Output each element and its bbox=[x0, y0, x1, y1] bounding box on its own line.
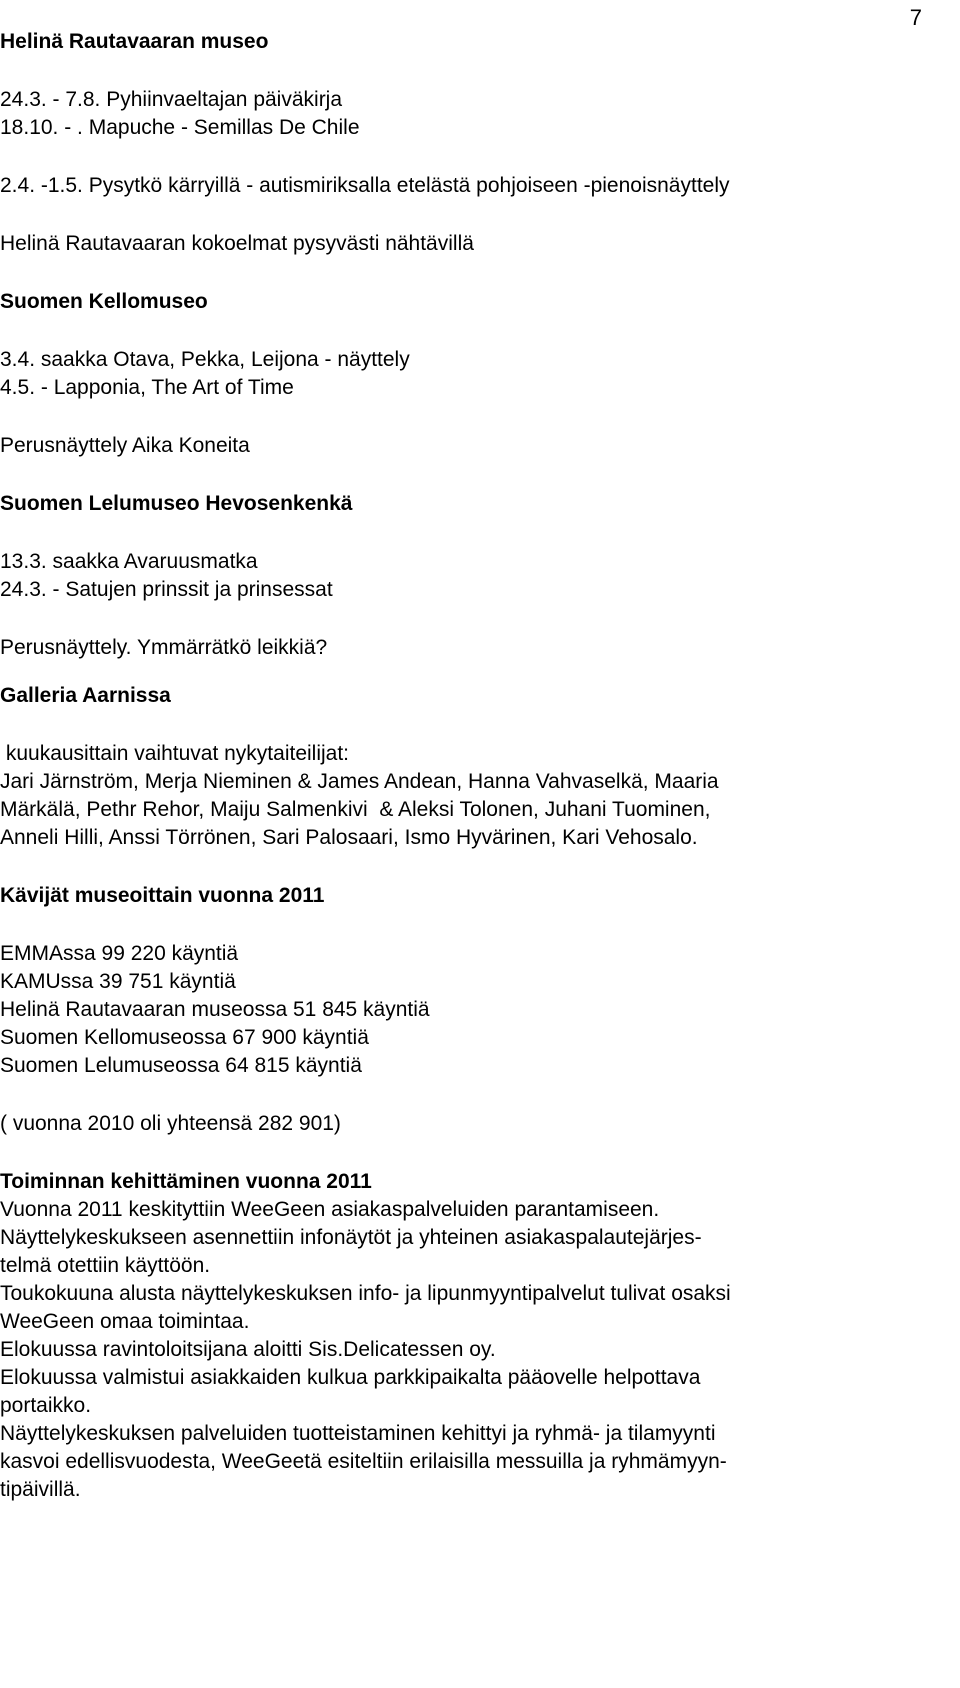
visitor-count-line: Helinä Rautavaaran museossa 51 845 käyntiä bbox=[0, 998, 430, 1021]
artist-line: Anneli Hilli, Anssi Törrönen, Sari Palosaari, Ismo Hyvärinen, Kari Vehosalo. bbox=[0, 826, 698, 849]
visitor-count-line: EMMAssa 99 220 käyntiä bbox=[0, 942, 239, 965]
development-line: portaikko. bbox=[0, 1394, 92, 1417]
development-line: WeeGeen omaa toimintaa. bbox=[0, 1310, 250, 1333]
development-line: Elokuussa valmistui asiakkaiden kulkua parkkipaikalta pääovelle helpottava bbox=[0, 1366, 701, 1389]
section-heading-galleria: Galleria Aarnissa bbox=[0, 684, 171, 707]
exhibition-line: 3.4. saakka Otava, Pekka, Leijona - näyttely bbox=[0, 348, 410, 371]
exhibition-line: 24.3. - Satujen prinssit ja prinsessat bbox=[0, 578, 333, 601]
development-line: kasvoi edellisvuodesta, WeeGeetä esiteltiin erilaisilla messuilla ja ryhmämyyn- bbox=[0, 1450, 727, 1473]
section-heading-helina: Helinä Rautavaaran museo bbox=[0, 30, 269, 53]
permanent-exhibition-note: Perusnäyttely. Ymmärrätkö leikkiä? bbox=[0, 636, 328, 659]
collection-note: Helinä Rautavaaran kokoelmat pysyvästi nähtävillä bbox=[0, 232, 474, 255]
development-line: telmä otettiin käyttöön. bbox=[0, 1254, 211, 1277]
section-heading-lelu: Suomen Lelumuseo Hevosenkenkä bbox=[0, 492, 353, 515]
section-heading-development: Toiminnan kehittäminen vuonna 2011 bbox=[0, 1170, 372, 1193]
development-line: Elokuussa ravintoloitsijana aloitti Sis.Delicatessen oy. bbox=[0, 1338, 496, 1361]
exhibition-line: 18.10. - . Mapuche - Semillas De Chile bbox=[0, 116, 360, 139]
page-number: 7 bbox=[909, 5, 922, 30]
permanent-exhibition-note: Perusnäyttely Aika Koneita bbox=[0, 434, 250, 457]
artist-line: Jari Järnström, Merja Nieminen & James Andean, Hanna Vahvaselkä, Maaria bbox=[0, 770, 719, 793]
development-line: Näyttelykeskukseen asennettiin infonäytöt ja yhteinen asiakaspalautejärjes- bbox=[0, 1226, 702, 1249]
visitor-total-2010: ( vuonna 2010 oli yhteensä 282 901) bbox=[0, 1112, 341, 1135]
exhibition-line: 2.4. -1.5. Pysytkö kärryillä - autismiriksalla etelästä pohjoiseen -pienoisnäyttely bbox=[0, 174, 730, 197]
visitor-count-line: KAMUssa 39 751 käyntiä bbox=[0, 970, 236, 993]
exhibition-line: 13.3. saakka Avaruusmatka bbox=[0, 550, 258, 573]
visitor-count-line: Suomen Lelumuseossa 64 815 käyntiä bbox=[0, 1054, 362, 1077]
development-line: tipäivillä. bbox=[0, 1478, 81, 1501]
development-line: Toukokuuna alusta näyttelykeskuksen info- ja lipunmyyntipalvelut tulivat osaksi bbox=[0, 1282, 731, 1305]
artist-line: Märkälä, Pethr Rehor, Maiju Salmenkivi & Aleksi Tolonen, Juhani Tuominen, bbox=[0, 798, 711, 821]
galleria-intro: kuukausittain vaihtuvat nykytaiteilijat: bbox=[0, 742, 350, 765]
development-line: Vuonna 2011 keskityttiin WeeGeen asiakaspalveluiden parantamiseen. bbox=[0, 1198, 660, 1221]
section-heading-kello: Suomen Kellomuseo bbox=[0, 290, 208, 313]
section-heading-visitors: Kävijät museoittain vuonna 2011 bbox=[0, 884, 325, 907]
development-line: Näyttelykeskuksen palveluiden tuotteistaminen kehittyi ja ryhmä- ja tilamyynti bbox=[0, 1422, 716, 1445]
exhibition-line: 4.5. - Lapponia, The Art of Time bbox=[0, 376, 294, 399]
visitor-count-line: Suomen Kellomuseossa 67 900 käyntiä bbox=[0, 1026, 369, 1049]
exhibition-line: 24.3. - 7.8. Pyhiinvaeltajan päiväkirja bbox=[0, 88, 343, 111]
document-body bbox=[0, 14, 955, 1504]
